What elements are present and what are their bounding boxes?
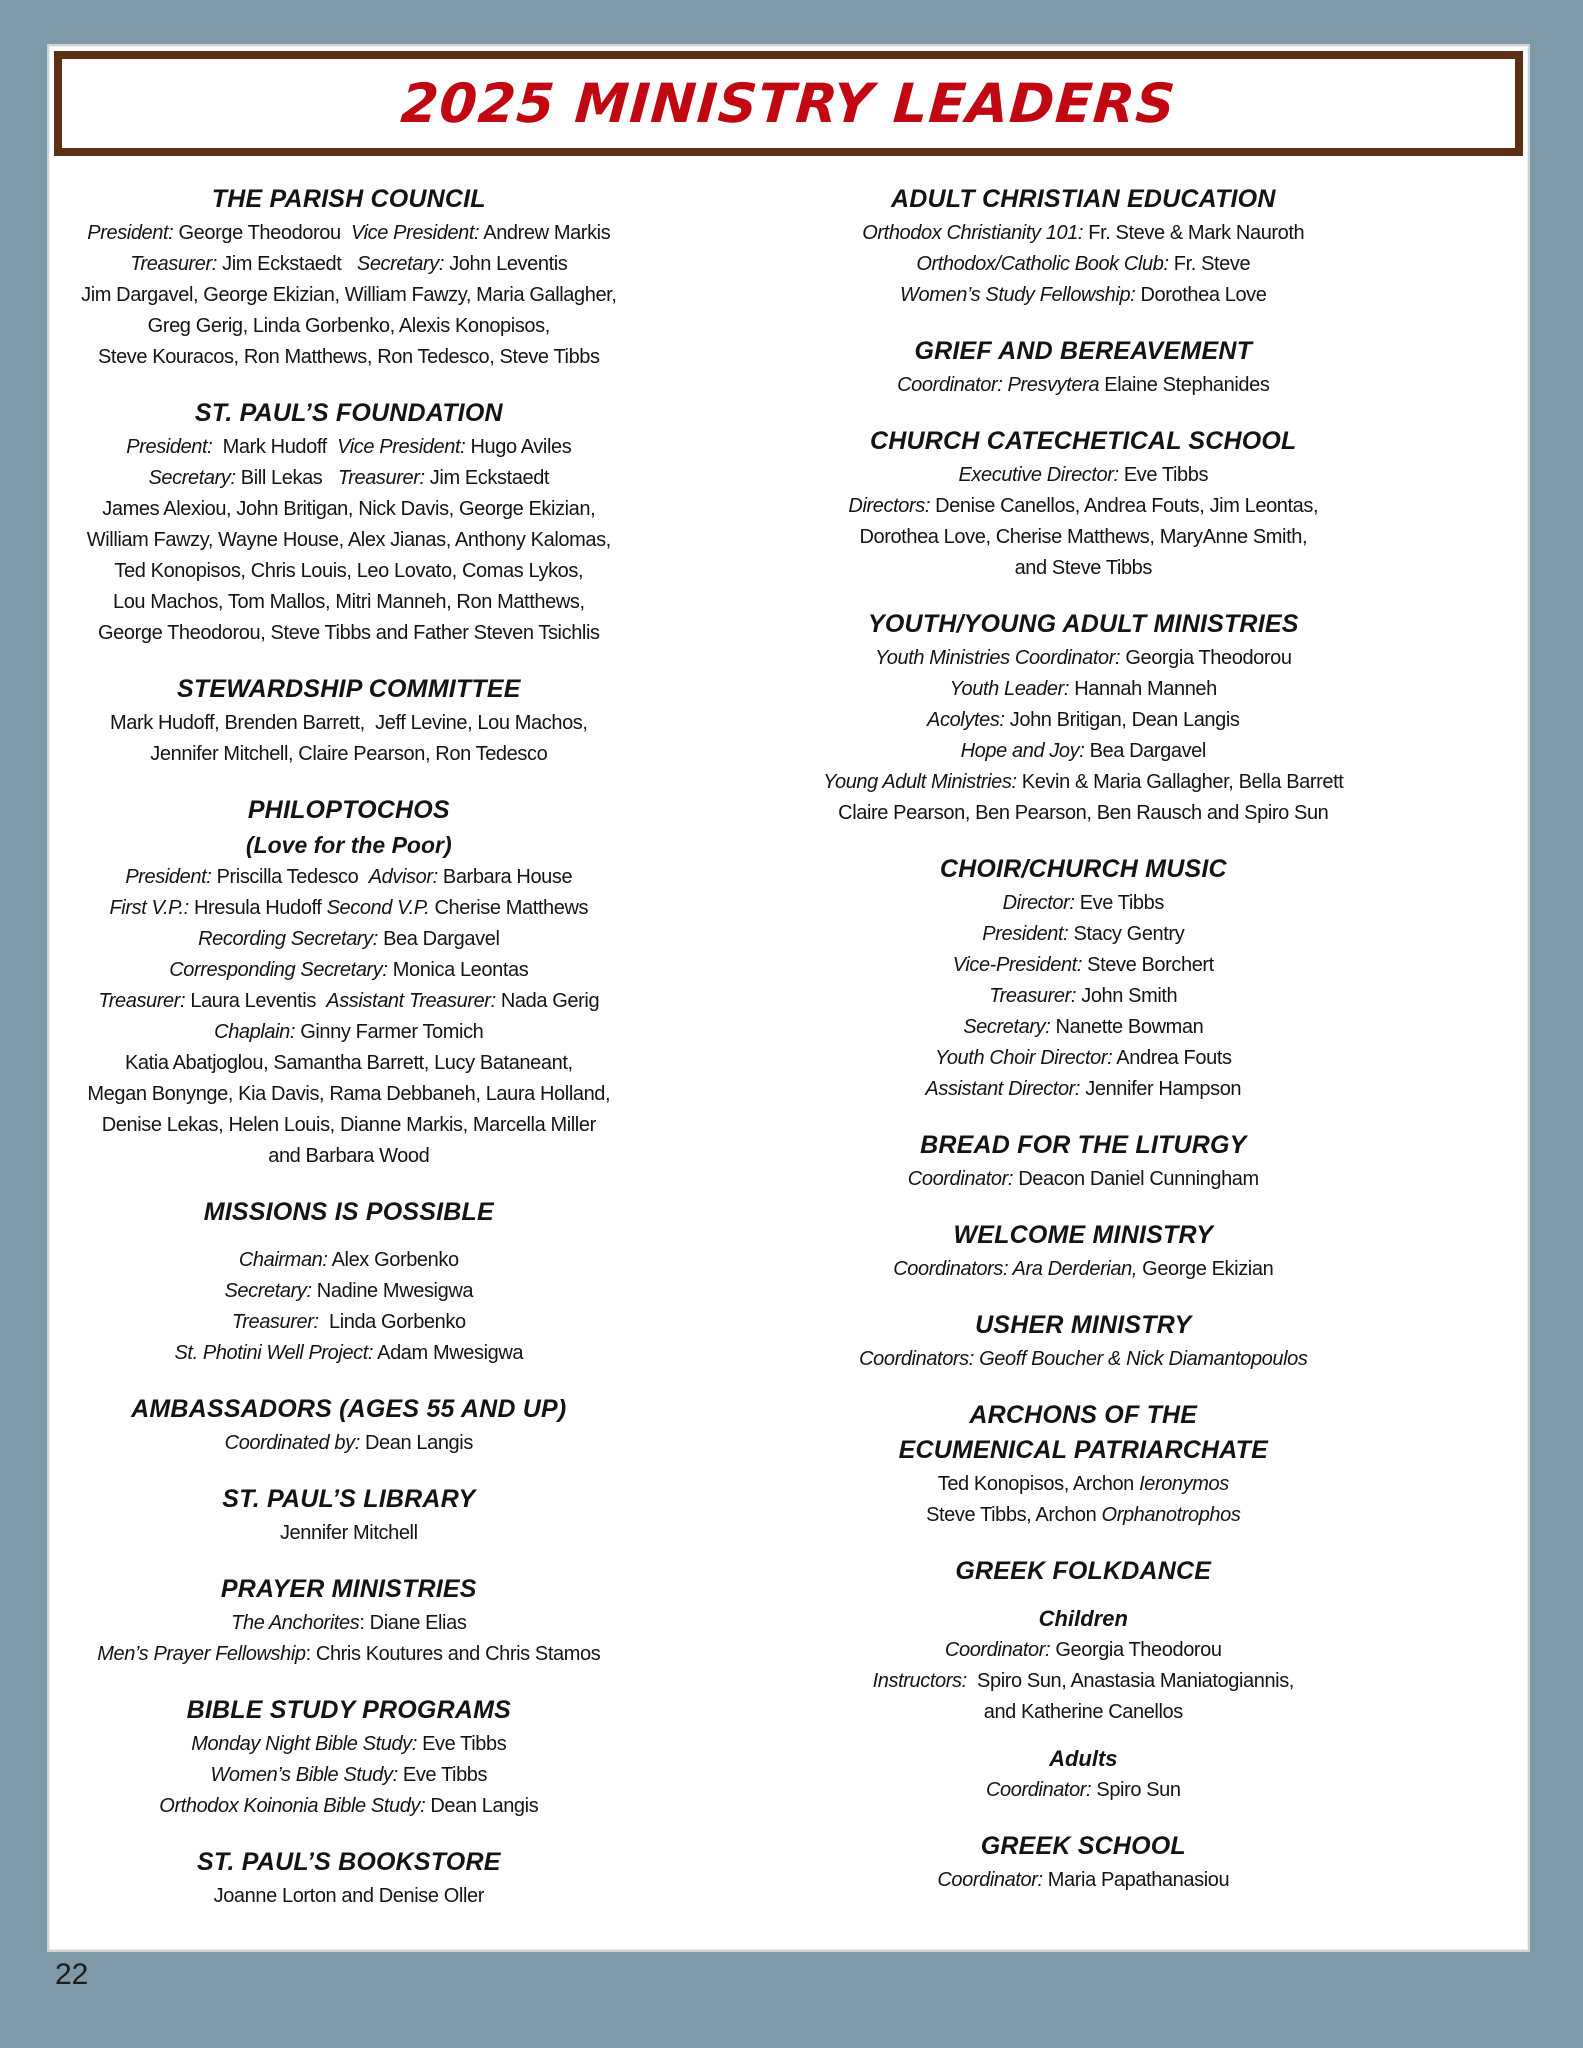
section-line: The Anchorites: Diane Elias	[231, 1612, 467, 1634]
section-heading: MISSIONS IS POSSIBLE	[203, 1198, 494, 1226]
ministry-section	[643, 425, 1524, 584]
section-heading: PHILOPTOCHOS	[247, 796, 450, 824]
ministry-section	[643, 1129, 1524, 1195]
ministry-section	[643, 183, 1524, 311]
section-heading: AMBASSADORS (AGES 55 AND UP)	[131, 1395, 567, 1423]
section-subheading: Children	[1038, 1606, 1128, 1631]
section-line: Jim Dargavel, George Ekizian, William Fawzy, Maria Gallagher,	[81, 284, 617, 306]
section-line: James Alexiou, John Britigan, Nick Davis, George Ekizian,	[102, 498, 596, 520]
section-line: Treasurer: Jim Eckstaedt Secretary: John Leventis	[130, 253, 568, 275]
ministry-section	[643, 1830, 1524, 1896]
section-line: Women’s Study Fellowship: Dorothea Love	[900, 284, 1267, 306]
ministry-section	[643, 1399, 1524, 1531]
section-line: Jennifer Mitchell	[279, 1522, 418, 1544]
section-line: Recording Secretary: Bea Dargavel	[198, 928, 500, 950]
section-line: Lou Machos, Tom Mallos, Mitri Manneh, Ron Matthews,	[112, 591, 585, 613]
page-title: 2025 MINISTRY LEADERS	[398, 72, 1179, 135]
ministry-section	[643, 1219, 1524, 1285]
section-heading: GREEK FOLKDANCE	[955, 1557, 1212, 1585]
section-heading: YOUTH/YOUNG ADULT MINISTRIES	[867, 610, 1299, 638]
section-line: President: Mark Hudoff Vice President: Hugo Aviles	[126, 436, 572, 458]
ministry-section	[55, 183, 643, 373]
section-line: and Katherine Canellos	[983, 1701, 1183, 1723]
section-line: Youth Choir Director: Andrea Fouts	[935, 1047, 1232, 1069]
section-heading: ADULT CHRISTIAN EDUCATION	[890, 185, 1276, 213]
section-line: Monday Night Bible Study: Eve Tibbs	[191, 1733, 507, 1755]
section-line: Greg Gerig, Linda Gorbenko, Alexis Konopisos,	[147, 315, 550, 337]
section-heading: THE PARISH COUNCIL	[211, 185, 486, 213]
ministry-section	[55, 673, 643, 770]
section-line: Executive Director: Eve Tibbs	[958, 464, 1209, 486]
section-line: Secretary: Nadine Mwesigwa	[224, 1280, 474, 1302]
page-number: 22	[55, 1958, 89, 1991]
section-line: Hope and Joy: Bea Dargavel	[960, 740, 1206, 762]
section-line: Coordinator: Georgia Theodorou	[944, 1639, 1222, 1661]
section-line: Coordinators: Ara Derderian, George Ekizian	[893, 1258, 1274, 1280]
section-heading: ARCHONS OF THE	[969, 1401, 1198, 1429]
document-page	[47, 44, 1530, 1952]
section-subtitle: (Love for the Poor)	[245, 832, 452, 858]
ministry-section	[55, 1483, 643, 1549]
section-line: Directors: Denise Canellos, Andrea Fouts, Jim Leontas,	[848, 495, 1319, 517]
section-line: Acolytes: John Britigan, Dean Langis	[927, 709, 1240, 731]
title-box	[54, 51, 1523, 156]
ministry-section	[55, 1846, 643, 1912]
section-line: President: Priscilla Tedesco Advisor: Barbara House	[125, 866, 573, 888]
section-line: George Theodorou, Steve Tibbs and Father Steven Tsichlis	[97, 622, 600, 644]
ministry-section	[55, 1694, 643, 1822]
section-heading: BREAD FOR THE LITURGY	[920, 1131, 1247, 1159]
section-line: Treasurer: John Smith	[989, 985, 1178, 1007]
section-line: Orthodox Koinonia Bible Study: Dean Langis	[159, 1795, 539, 1817]
section-line: Corresponding Secretary: Monica Leontas	[169, 959, 529, 981]
section-line: Chaplain: Ginny Farmer Tomich	[214, 1021, 484, 1043]
section-heading: USHER MINISTRY	[975, 1311, 1192, 1339]
section-line: Claire Pearson, Ben Pearson, Ben Rausch and Spiro Sun	[838, 802, 1329, 824]
ministry-section	[55, 397, 643, 649]
section-line: Jennifer Mitchell, Claire Pearson, Ron Tedesco	[150, 743, 548, 765]
section-line: Vice-President: Steve Borchert	[952, 954, 1214, 976]
section-heading: PRAYER MINISTRIES	[220, 1575, 477, 1603]
section-line: Ted Konopisos, Archon Ieronymos	[937, 1473, 1229, 1495]
section-line: Megan Bonynge, Kia Davis, Rama Debbaneh, Laura Holland,	[87, 1083, 611, 1105]
section-line: Assistant Director: Jennifer Hampson	[925, 1078, 1242, 1100]
section-line: President: George Theodorou Vice President: Andrew Markis	[87, 222, 611, 244]
section-line: Director: Eve Tibbs	[1002, 892, 1164, 914]
ministry-section	[643, 608, 1524, 829]
section-line: Women’s Bible Study: Eve Tibbs	[210, 1764, 488, 1786]
section-line: Secretary: Nanette Bowman	[963, 1016, 1204, 1038]
section-line: Youth Leader: Hannah Manneh	[949, 678, 1217, 700]
ministry-section	[643, 853, 1524, 1105]
section-line: Dorothea Love, Cherise Matthews, MaryAnne Smith,	[859, 526, 1308, 548]
section-heading: GREEK SCHOOL	[980, 1832, 1186, 1860]
section-line: Katia Abatjoglou, Samantha Barrett, Lucy Bataneant,	[124, 1052, 573, 1074]
section-heading: ST. PAUL’S LIBRARY	[222, 1485, 476, 1513]
ministry-section	[643, 1555, 1524, 1806]
ministry-section	[643, 1309, 1524, 1375]
section-heading: ST. PAUL’S BOOKSTORE	[197, 1848, 501, 1876]
section-subheading: Adults	[1049, 1746, 1118, 1771]
section-line: Youth Ministries Coordinator: Georgia Theodorou	[874, 647, 1292, 669]
section-line: Coordinator: Deacon Daniel Cunningham	[907, 1168, 1259, 1190]
section-line: Coordinated by: Dean Langis	[224, 1432, 473, 1454]
section-line: Denise Lekas, Helen Louis, Dianne Markis, Marcella Miller	[101, 1114, 596, 1136]
left-column	[55, 183, 643, 1936]
section-heading: STEWARDSHIP COMMITTEE	[177, 675, 521, 703]
section-line: Ted Konopisos, Chris Louis, Leo Lovato, Comas Lykos,	[114, 560, 584, 582]
ministry-section	[55, 794, 643, 1172]
section-heading: WELCOME MINISTRY	[953, 1221, 1214, 1249]
ministry-section	[55, 1573, 643, 1670]
section-line: Orthodox Christianity 101: Fr. Steve & Mark Nauroth	[862, 222, 1305, 244]
section-line: Treasurer: Linda Gorbenko	[231, 1311, 466, 1333]
section-line: Steve Tibbs, Archon Orphanotrophos	[926, 1504, 1241, 1526]
section-heading: CHURCH CATECHETICAL SCHOOL	[870, 427, 1297, 455]
section-line: Coordinators: Geoff Boucher & Nick Diamantopoulos	[859, 1348, 1308, 1370]
section-line: and Steve Tibbs	[1014, 557, 1152, 579]
section-line: Treasurer: Laura Leventis Assistant Treasurer: Nada Gerig	[98, 990, 600, 1012]
section-heading: CHOIR/CHURCH MUSIC	[939, 855, 1227, 883]
columns-container	[49, 161, 1528, 1936]
section-line: Young Adult Ministries: Kevin & Maria Gallagher, Bella Barrett	[823, 771, 1344, 793]
section-line: First V.P.: Hresula Hudoff Second V.P. Cherise Matthews	[109, 897, 589, 919]
section-line: President: Stacy Gentry	[982, 923, 1185, 945]
section-line: Men’s Prayer Fellowship: Chris Koutures and Chris Stamos	[97, 1643, 601, 1665]
ministry-section	[55, 1196, 643, 1369]
section-heading: ECUMENICAL PATRIARCHATE	[898, 1436, 1268, 1464]
ministry-section	[643, 335, 1524, 401]
section-line: Coordinator: Presvytera Elaine Stephanides	[897, 374, 1270, 396]
section-line: William Fawzy, Wayne House, Alex Jianas, Anthony Kalomas,	[86, 529, 611, 551]
section-line	[55, 1231, 643, 1245]
section-line: Coordinator: Spiro Sun	[985, 1779, 1181, 1801]
section-line: Steve Kouracos, Ron Matthews, Ron Tedesco, Steve Tibbs	[97, 346, 600, 368]
section-line: Secretary: Bill Lekas Treasurer: Jim Eckstaedt	[148, 467, 550, 489]
section-line: Coordinator: Maria Papathanasiou	[937, 1869, 1230, 1891]
section-heading: BIBLE STUDY PROGRAMS	[186, 1696, 511, 1724]
section-line: St. Photini Well Project: Adam Mwesigwa	[174, 1342, 524, 1364]
section-line: Joanne Lorton and Denise Oller	[213, 1885, 484, 1907]
section-line: Mark Hudoff, Brenden Barrett, Jeff Levine, Lou Machos,	[110, 712, 588, 734]
section-line: and Barbara Wood	[268, 1145, 430, 1167]
section-heading: ST. PAUL’S FOUNDATION	[194, 399, 503, 427]
section-line: Chairman: Alex Gorbenko	[238, 1249, 459, 1271]
ministry-section	[55, 1393, 643, 1459]
section-heading: GRIEF AND BEREAVEMENT	[914, 337, 1253, 365]
section-line: Instructors: Spiro Sun, Anastasia Maniatogiannis,	[872, 1670, 1294, 1692]
right-column	[643, 183, 1524, 1936]
section-line: Orthodox/Catholic Book Club: Fr. Steve	[916, 253, 1251, 275]
